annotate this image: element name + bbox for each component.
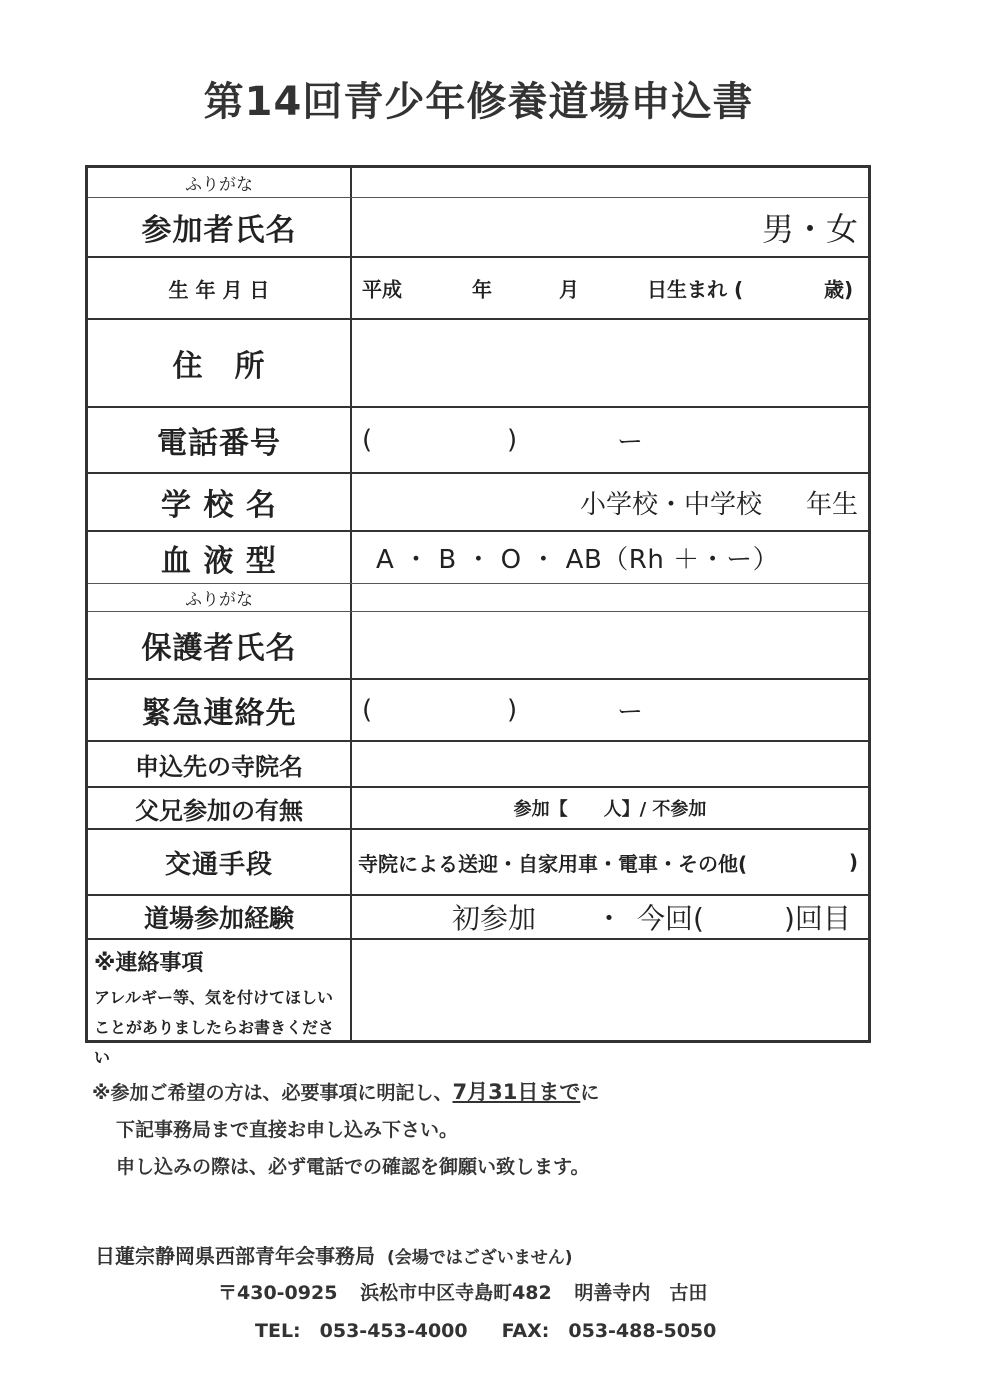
address-field[interactable] bbox=[352, 320, 868, 406]
office-temple: 明善寺内 古田 bbox=[574, 1282, 708, 1304]
application-form bbox=[85, 165, 871, 1067]
emergency-contact-field[interactable] bbox=[352, 680, 868, 740]
emergency-contact-label: 緊急連絡先 bbox=[88, 680, 352, 740]
guardian-furigana-label: ふりがな bbox=[88, 584, 352, 611]
birthdate-row bbox=[88, 258, 868, 320]
address-row bbox=[88, 320, 868, 408]
guardian-name-field[interactable] bbox=[352, 612, 868, 678]
notes-line-1: アレルギー等、気を付けてほしい bbox=[94, 988, 333, 1007]
temple-row bbox=[88, 742, 868, 788]
office-name: 日蓮宗静岡県西部青年会事務局 bbox=[95, 1244, 375, 1268]
guardian-furigana-row bbox=[88, 584, 868, 612]
office-address-line bbox=[218, 1278, 721, 1305]
office-fax: FAX: 053-488-5050 bbox=[501, 1320, 717, 1342]
school-type: 小学校・中学校 bbox=[579, 489, 762, 520]
notes-line-2: ことがありましたらお書きください bbox=[94, 1018, 335, 1067]
experience-times-open: 今回( bbox=[637, 902, 704, 935]
instruction-line-3: 申し込みの際は、必ず電話での確認を御願い致します。 bbox=[116, 1156, 590, 1178]
emergency-dash: ー bbox=[617, 697, 644, 728]
birthdate-day: 日生まれ ( bbox=[647, 277, 744, 302]
instruction-line-1-text: ※参加ご希望の方は、必要事項に明記し、 bbox=[92, 1082, 453, 1104]
birthdate-field[interactable] bbox=[352, 258, 868, 318]
notes-label bbox=[88, 940, 352, 1067]
postal-code: 〒430-0925 bbox=[218, 1282, 338, 1304]
phone-dash: ー bbox=[617, 427, 644, 458]
experience-label: 道場参加経験 bbox=[88, 896, 352, 938]
instruction-line-2: 下記事務局まで直接お申し込み下さい。 bbox=[116, 1119, 459, 1141]
school-field[interactable] bbox=[352, 474, 868, 530]
transport-row bbox=[88, 830, 868, 896]
instruction-line-1 bbox=[92, 1074, 599, 1112]
transport-choices: 寺院による送迎・自家用車・電車・その他( bbox=[358, 851, 748, 876]
birthdate-label: 生 年 月 日 bbox=[88, 258, 352, 318]
deadline: 7月31日まで bbox=[452, 1080, 581, 1104]
transport-options[interactable] bbox=[352, 830, 868, 894]
school-grade: 年生 bbox=[805, 489, 858, 520]
guardian-furigana-field[interactable] bbox=[352, 584, 868, 611]
emergency-contact-row bbox=[88, 680, 868, 742]
notes-title: ※連絡事項 bbox=[94, 951, 204, 976]
gender-options[interactable]: 男・女 bbox=[761, 210, 858, 248]
office-note: (会場ではございません) bbox=[387, 1248, 573, 1268]
transport-label: 交通手段 bbox=[88, 830, 352, 894]
page-title: 第14回青少年修養道場申込書 bbox=[203, 79, 754, 125]
office-tel: TEL: 053-453-4000 bbox=[255, 1320, 468, 1342]
notes-field[interactable] bbox=[352, 940, 868, 1040]
instruction-line-1-end: に bbox=[580, 1082, 600, 1104]
phone-close-paren: ) bbox=[507, 425, 518, 455]
office-contact-line bbox=[255, 1316, 716, 1343]
office-address: 浜松市中区寺島町482 bbox=[360, 1282, 552, 1304]
office-name-line bbox=[95, 1240, 573, 1269]
experience-options[interactable] bbox=[352, 896, 868, 938]
temple-field[interactable] bbox=[352, 742, 868, 786]
parent-participation-label: 父兄参加の有無 bbox=[88, 788, 352, 828]
temple-label: 申込先の寺院名 bbox=[88, 742, 352, 786]
emergency-open-paren: ( bbox=[362, 695, 373, 725]
school-type-options[interactable] bbox=[580, 484, 858, 521]
school-row bbox=[88, 474, 868, 532]
guardian-name-row bbox=[88, 612, 868, 680]
birthdate-age: 歳) bbox=[824, 277, 854, 302]
parent-participation-row bbox=[88, 788, 868, 830]
birthdate-era: 平成 bbox=[362, 277, 402, 302]
blood-type-options[interactable]: A ・ B ・ O ・ AB（Rh ＋・ー） bbox=[376, 545, 780, 575]
blood-type-row bbox=[88, 532, 868, 584]
participant-furigana-row bbox=[88, 168, 868, 198]
participant-name-label: 参加者氏名 bbox=[88, 198, 352, 256]
participant-name-row bbox=[88, 198, 868, 258]
instructions bbox=[92, 1074, 599, 1186]
address-label: 住 所 bbox=[88, 320, 352, 406]
notes-row bbox=[88, 940, 868, 1067]
phone-label: 電話番号 bbox=[88, 408, 352, 472]
experience-times-close: )回目 bbox=[784, 902, 851, 935]
participant-name-field[interactable] bbox=[352, 198, 868, 256]
participant-furigana-label: ふりがな bbox=[88, 168, 352, 197]
experience-dot: ・ bbox=[595, 902, 624, 935]
guardian-name-label: 保護者氏名 bbox=[88, 612, 352, 678]
experience-first: 初参加 bbox=[452, 902, 537, 935]
phone-field[interactable] bbox=[352, 408, 868, 472]
phone-row bbox=[88, 408, 868, 474]
emergency-close-paren: ) bbox=[507, 695, 518, 725]
experience-row bbox=[88, 896, 868, 940]
birthdate-year: 年 bbox=[472, 277, 492, 302]
parent-participation-options[interactable]: 参加【 人】/ 不参加 bbox=[513, 799, 707, 820]
phone-open-paren: ( bbox=[362, 425, 373, 455]
school-label: 学 校 名 bbox=[88, 474, 352, 530]
transport-close-paren: ) bbox=[848, 850, 858, 874]
blood-type-label: 血 液 型 bbox=[88, 532, 352, 583]
participant-furigana-field[interactable] bbox=[352, 168, 868, 197]
birthdate-month: 月 bbox=[559, 277, 579, 302]
